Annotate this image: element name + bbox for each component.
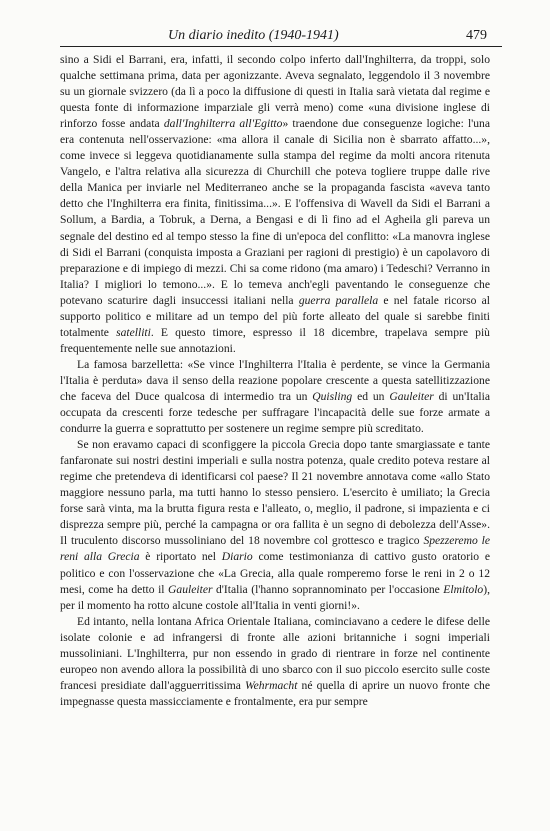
- running-title: Un diario inedito (1940-1941): [168, 28, 339, 43]
- page-number: 479: [466, 28, 487, 43]
- running-header: [66, 26, 495, 46]
- italic-run: Gauleiter: [389, 389, 434, 403]
- italic-run: guerra parallela: [298, 293, 379, 307]
- text-run: né quella di aprire un nuovo fronte che impegnasse questa massicciamente e frontalmente, era pur sempre: [60, 678, 490, 708]
- italic-run: dall'Inghilterra all'Egitto: [163, 117, 283, 131]
- italic-run: Spezzeremo le reni alla Grecia: [60, 534, 490, 564]
- text-run: Se non eravamo capaci di sconfiggere la piccola Grecia dopo tante smargiassate e tante fanfaronate sui nostri destini imperiali e sulla nostra potenza, quale credito poteva restare al regime che pretendeva di identificarsi col paese? Il 21 novembre annotava come «allo Stato maggiore nessuno parla, ma tutti hanno lo stesso pensiero. L'esercito è umiliato; la Grecia forse sarà vinta, ma la brutta figura resta e l'alleato, o, meglio, il padrone, si impazienta e ci disprezza sempre più, perché la campagna or ora fallita è un segno di debolezza dell'Asse». Il truculento discorso mussoliniano del 18 novembre col grottesco e tragico: [60, 438, 490, 548]
- paragraph: [60, 52, 490, 357]
- text-run: sino a Sidi el Barrani, era, infatti, il secondo colpo inferto dall'Inghilterra, da troppi, solo qualche settimana prima, data per agonizzante. Aveva segnalato, leggendolo il 3 novembre su un giornale svizzero (da lì a poco la diffusione di questi in Italia sarà vietata dal regime e questa fonte di informazione imparziale gli verrà meno) come «una divisione inglese di rinforzo fosse andata: [60, 53, 490, 131]
- body-text: [60, 52, 490, 710]
- text-run: La famosa barzelletta: «Se vince l'Inghilterra l'Italia è perdente, se vince la Germania l'Italia è perduta» dava il senso della reazione popolare crescente a questa satellitizzazione che faceva del Duce qualcosa di intermedio tra un: [60, 357, 490, 403]
- italic-run: Gauleiter: [168, 582, 213, 596]
- paragraph: [60, 357, 490, 437]
- italic-run: satelliti: [116, 325, 151, 339]
- header-rule: [60, 46, 502, 47]
- text-run: e nel fatale ricorso al supporto politico e militare ad un tempo del più forte alleato del quale si sarebbe finiti totalmente: [60, 293, 491, 339]
- text-run: come testimonianza di cattivo gusto oratorio e politico e con l'osservazione che «La Grecia, alla quale romperemo forse le reni in 2 o 12 mesi, come ha detto il: [60, 550, 490, 596]
- text-run: di un'Italia occupata da crescenti forze tedesche per suffragare l'incapacità delle sue forze armate a condurre la guerra e soprattutto per sostenere un regime sempre più screditato.: [60, 389, 490, 436]
- text-run: d'Italia (l'hanno soprannominato per l'occasione: [212, 582, 444, 596]
- text-run: . E questo timore, espresso il 18 dicembre, trapelava sempre più frequentemente nelle sue annotazioni.: [60, 325, 490, 355]
- italic-run: Quisling: [312, 389, 353, 403]
- text-run: » traendone due conseguenze logiche: l'una era contenuta nell'osservazione: «ma allora il canale di Sicilia non è sbarrato affatto...», come invece si leggeva quotidianamente sulla stampa del regime da molti ancora ritenuta Vangelo, e l'altra relativa alla sicurezza di Churchill che poteva togliere truppe dalle rive della Manica per inviarle nel Mediterraneo anche se la propaganda fascista «aveva tanto detto che l'Inghilterra era finita, finitissima...». E l'offensiva di Wavell da Sidi el Barrani a Sollum, a Bardia, a Tobruk, a Derna, a Bengasi e di lì fino ad el Agheila gli pareva un segnale del destino ed al tempo stesso la fine di un'epoca del conflitto: «La manovra inglese di Sidi el Barrani (conquista imposta a Graziani per ragioni di prestigio) è un capolavoro di preparazione e di impiego di mezzi. Chi sa come ridono (ma amaro) i Tedeschi? Verranno in Italia? I migliori lo temono...». E lo temeva anch'egli paventando le conseguenze che potevano scaturire dagli insuccessi italiani nella: [60, 117, 490, 307]
- paragraph: [60, 437, 490, 614]
- text-run: ), per il momento ha rotto alcune costole all'Italia in venti giorni!».: [60, 582, 490, 612]
- text-run: ed un: [352, 389, 390, 403]
- italic-run: Wehrmacht: [245, 678, 298, 692]
- italic-run: Diario: [221, 550, 253, 564]
- paragraph: [60, 614, 490, 710]
- italic-run: Elmitolo: [443, 582, 484, 596]
- text-run: è riportato nel: [139, 550, 222, 564]
- text-run: Ed intanto, nella lontana Africa Orientale Italiana, cominciavano a cedere le difese delle isolate colonie e ad infrangersi di fronte alle azioni britanniche i sogni imperiali mussoliniani. L'Inghilterra, pur non essendo in grado di rientrare in forze nel continente europeo non avendo allora la possibilità di uno sbarco con il suo piccolo esercito sulle coste francesi presidiate dall'agguerritissima: [60, 614, 490, 692]
